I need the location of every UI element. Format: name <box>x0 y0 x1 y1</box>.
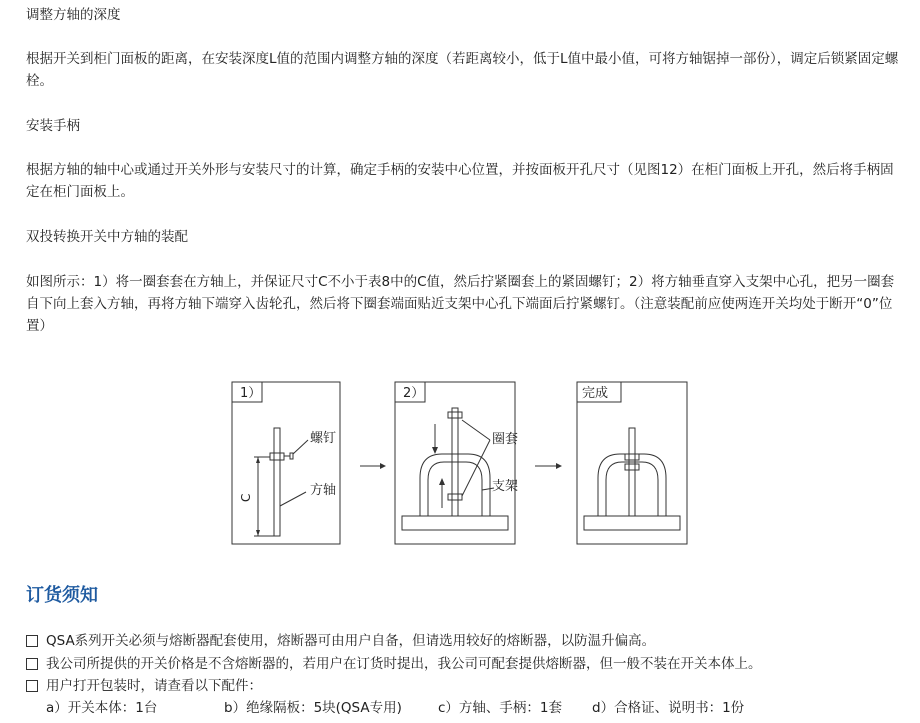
panel-1-label: 1） <box>240 386 262 401</box>
checkbox-3[interactable] <box>26 680 38 692</box>
order-item-1-text: QSA系列开关必须与熔断器配套使用，熔断器可由用户自备，但请选用较好的熔断器，以防温升偏高。 <box>46 633 656 649</box>
bracket-label: 支架 <box>492 479 519 494</box>
panel-3-bracket <box>598 454 666 516</box>
checkbox-2[interactable] <box>26 658 38 670</box>
shaft-assembly-paragraph: 如图所示：1）将一圈套套在方轴上，并保证尺寸C不小于表8中的C值，然后拧紧圈套上的紧固螺钉；2）将方轴垂直穿入支架中心孔，把另一圈套自下向上套入方轴，再将方轴下端穿入齿轮孔，然后将下圈套端面贴近支架中心孔下端面后拧紧螺钉。（注意装配前应使两连开关均处于断开“0”位置） <box>26 274 895 334</box>
panel-3-label: 完成 <box>582 386 609 401</box>
order-item-3-text: 用户打开包装时，请查看以下配件： <box>46 678 262 694</box>
panel-2-base <box>402 516 508 530</box>
order-notice-title: 订货须知 <box>26 585 98 606</box>
panel-2-frame <box>395 382 515 544</box>
panel-2-collar-leader-1 <box>462 420 490 440</box>
contents-item-b: b）绝缘隔板：5块(QSA专用) <box>224 700 402 716</box>
panel-3-frame <box>577 382 687 544</box>
panel-2-top-collar <box>448 412 462 418</box>
contents-item-c: c）方轴、手柄：1套 <box>438 700 563 716</box>
order-item-3 <box>26 676 262 696</box>
panel-2-lower-collar <box>448 494 462 500</box>
shaft-label: 方轴 <box>310 483 337 498</box>
adjust-depth-paragraph: 根据开关到柜门面板的距离，在安装深度L值的范围内调整方轴的深度（若距离较小，低于L值中最小值，可将方轴锯掉一部份），调定后锁紧固定螺栓。 <box>26 51 899 89</box>
order-item-2 <box>26 654 762 674</box>
adjust-depth-heading: 调整方轴的深度 <box>26 7 121 23</box>
install-handle-paragraph: 根据方轴的轴中心或通过开关外形与安装尺寸的计算，确定手柄的安装中心位置，并按面板开孔尺寸（见图12）在柜门面板上开孔，然后将手柄固定在柜门面板上。 <box>26 162 894 200</box>
screw-label: 螺钉 <box>310 431 337 446</box>
contents-item-a: a）开关本体：1台 <box>46 700 158 716</box>
collar-label: 圈套 <box>492 432 519 447</box>
assembly-figure <box>230 380 690 550</box>
panel-1-shaft-leader <box>280 492 306 506</box>
shaft-assembly-heading: 双投转换开关中方轴的装配 <box>26 229 188 245</box>
order-item-1 <box>26 631 655 651</box>
panel-3-base <box>584 516 680 530</box>
panel-2-collar-leader-2 <box>462 440 490 496</box>
checkbox-1[interactable] <box>26 635 38 647</box>
panel-2-label: 2） <box>403 386 425 401</box>
panel-1-screw-head <box>290 453 293 459</box>
panel-1-screw-leader <box>293 440 308 454</box>
dimension-c-label: C <box>239 493 253 502</box>
panel-2-bracket <box>420 454 490 516</box>
panel-1-frame <box>232 382 340 544</box>
panel-1-collar <box>270 453 284 460</box>
contents-item-d: d）合格证、说明书：1份 <box>592 700 745 716</box>
panel-1-shaft <box>274 428 280 536</box>
panel-3-top-collar <box>625 454 639 460</box>
install-handle-heading: 安装手柄 <box>26 118 80 134</box>
panel-3-shaft <box>629 428 635 516</box>
panel-3-lower-collar <box>625 464 639 470</box>
package-contents <box>46 698 744 718</box>
order-item-2-text: 我公司所提供的开关价格是不含熔断器的，若用户在订货时提出，我公司可配套提供熔断器，但一般不装在开关本体上。 <box>46 656 762 672</box>
